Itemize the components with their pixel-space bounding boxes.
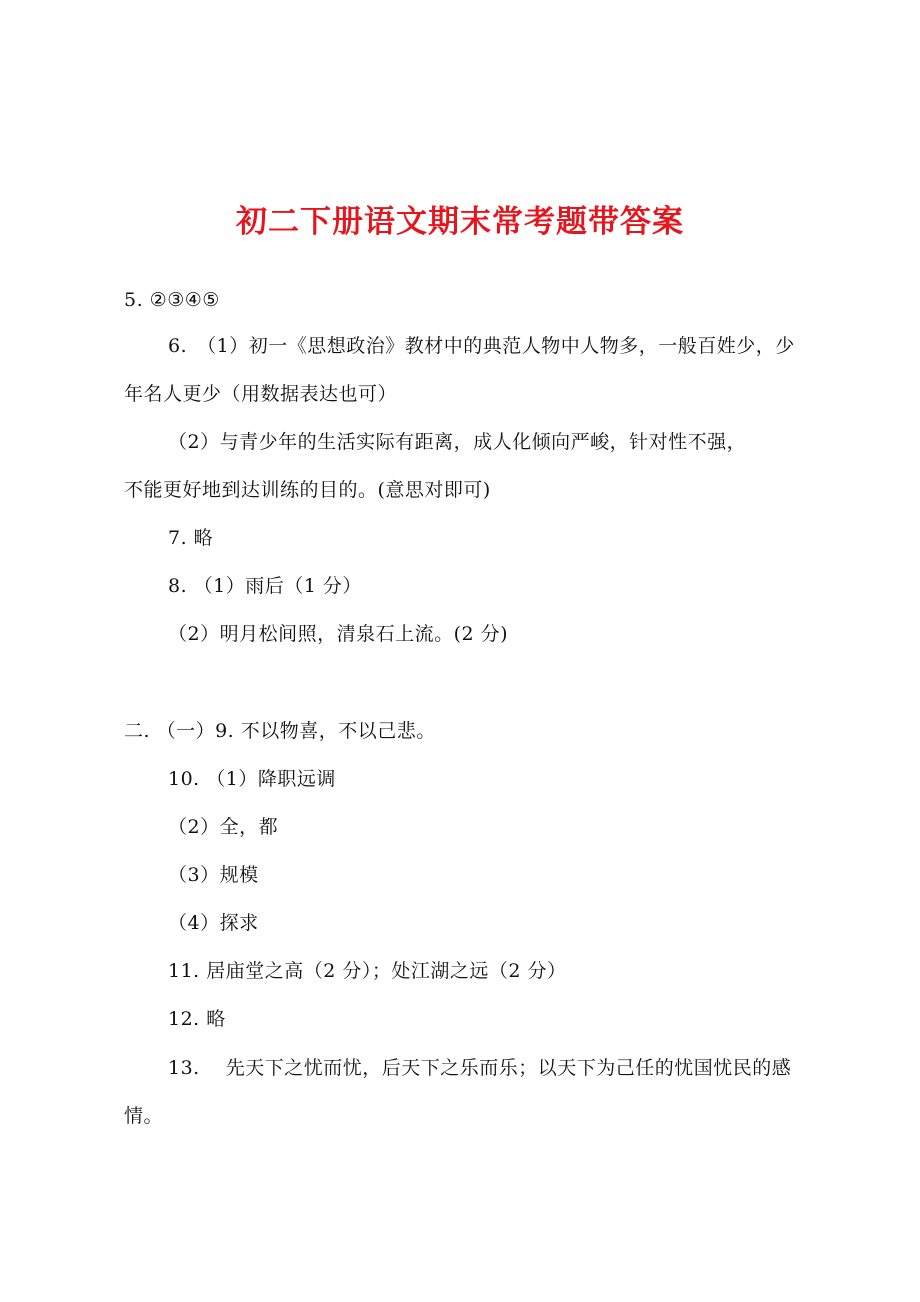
answer-q10-part3: （3）规模 [168,864,259,886]
answer-q7: 7. 略 [168,527,214,549]
answer-q11: 11. 居庙堂之高（2 分）；处江湖之远（2 分） [168,960,567,982]
answer-q8-part1: 8. （1）雨后（1 分） [168,575,362,597]
answer-q13: 13. 先天下之忧而忧，后天下之乐而乐；以天下为己任的忧国忧民的感情。 [124,1057,792,1127]
answer-q6-part1: 6. （1）初一《思想政治》教材中的典范人物中人物多，一般百姓少，少年名人更少（用数据表达也可） [124,335,795,405]
section-2-answer-q9: 二. （一）9. 不以物喜，不以己悲。 [124,720,436,742]
answer-q10-part2: （2）全，都 [168,816,279,838]
answer-q6-part2-line1: （2）与青少年的生活实际有距离，成人化倾向严峻，针对性不强， [168,431,747,453]
answer-q6-part2-line2: 不能更好地到达训练的目的。(意思对即可) [124,479,491,501]
answer-q5: 5. ②③④⑤ [124,289,220,311]
answer-q10-part4: （4）探求 [168,912,259,934]
answer-q8-part2: （2）明月松间照，清泉石上流。(2 分) [168,623,509,645]
answer-q10-part1: 10. （1）降职远调 [168,768,336,790]
answer-q12: 12. 略 [168,1008,226,1030]
document-title: 初二下册语文期末常考题带答案 [236,204,684,240]
